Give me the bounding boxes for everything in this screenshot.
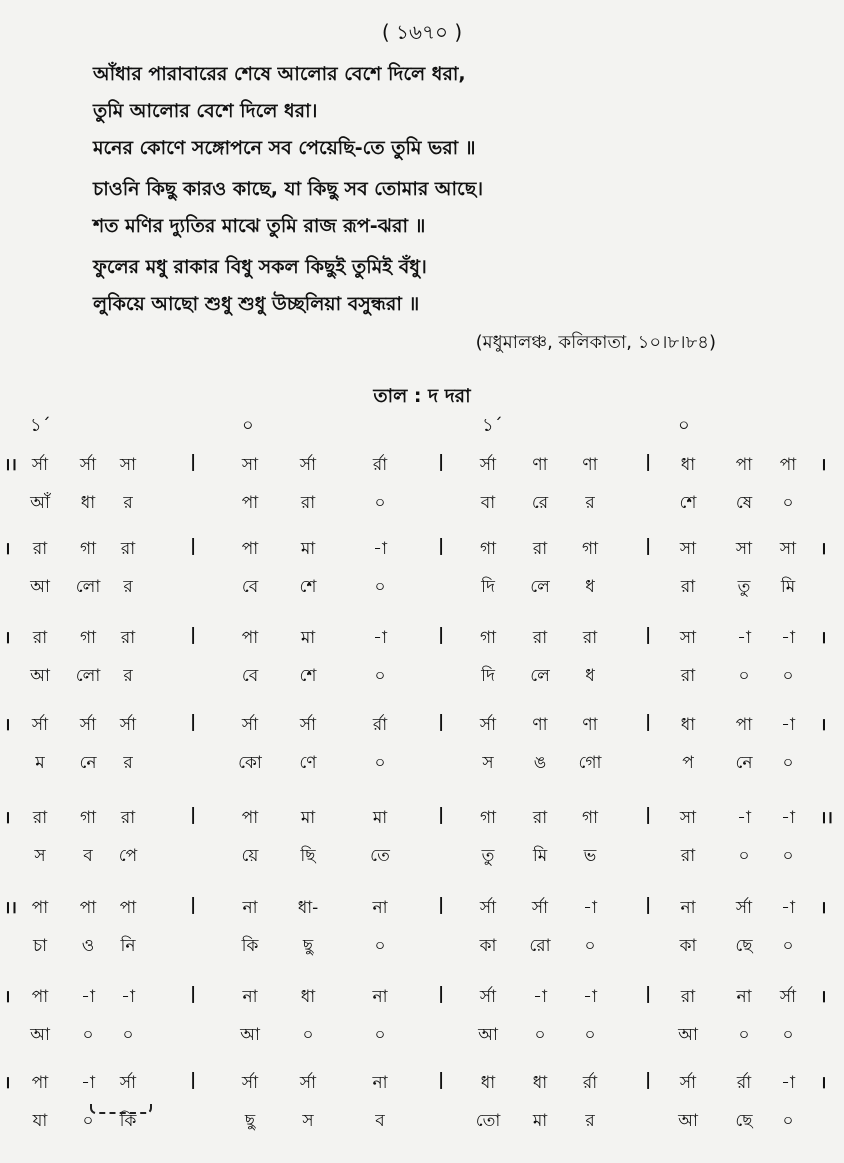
swara-note: র্রা — [372, 715, 388, 735]
page-number: ( ১৬৭০ ) — [381, 20, 463, 44]
swara-note: -া — [781, 715, 795, 735]
swara-note: পা — [735, 455, 753, 475]
swara-note: না — [372, 987, 388, 1007]
swara-note: র্সা — [735, 898, 753, 918]
lyric-syllable: লে — [530, 577, 550, 597]
swara-note: গা — [479, 539, 497, 559]
swara-note: পা — [79, 898, 97, 918]
swara-note: রা — [32, 539, 48, 559]
lyric-syllable: ধ — [585, 666, 595, 686]
swara-note: -া — [583, 898, 597, 918]
barline: | — [645, 805, 652, 825]
barline: । — [4, 715, 11, 735]
lyric-syllable-row — [0, 574, 844, 602]
barline: | — [438, 895, 445, 915]
lyric-syllable-row — [0, 750, 844, 778]
swara-note: র্সা — [479, 715, 497, 735]
lyric-syllable: আ — [678, 1111, 698, 1131]
lyric-syllable: মি — [780, 577, 796, 597]
barline: | — [438, 1070, 445, 1090]
lyric-syllable: আ — [478, 1025, 498, 1045]
lyric-syllable: কা — [679, 936, 697, 956]
lyric-syllable: রা — [300, 493, 316, 513]
barline: ।। — [4, 898, 17, 918]
swara-note: সা — [679, 628, 697, 648]
lyric-syllable: ০ — [374, 1025, 386, 1045]
swara-note: ধা — [680, 715, 696, 735]
swara-note: রা — [532, 539, 548, 559]
barline: ।। — [4, 455, 17, 475]
lyric-syllable-row — [0, 933, 844, 961]
lyric-syllable: র — [123, 577, 133, 597]
barline: । — [820, 715, 827, 735]
swara-note: না — [242, 987, 258, 1007]
swara-note: ধা — [680, 455, 696, 475]
lyric-syllable: শে — [679, 493, 697, 513]
lyric-syllable: ছি — [300, 846, 316, 866]
swara-note: র্সা — [779, 987, 797, 1007]
barline: | — [190, 536, 197, 556]
lyric-syllable: নে — [735, 753, 753, 773]
swara-note: গা — [79, 808, 97, 828]
lyric-syllable: নে — [79, 753, 97, 773]
lyric-syllable: ০ — [738, 666, 750, 686]
swara-row — [0, 805, 844, 833]
swara-note: সা — [679, 539, 697, 559]
lyric-line: চাওনি কিছু কারও কাছে, যা কিছু সব তোমার আছে। — [93, 178, 484, 200]
barline: । — [820, 455, 827, 475]
lyric-syllable: র — [123, 666, 133, 686]
lyric-syllable: ব — [375, 1111, 385, 1131]
lyric-syllable: ০ — [584, 936, 596, 956]
swara-note: র্রা — [736, 1073, 752, 1093]
barline: | — [438, 452, 445, 472]
swara-note: সা — [679, 808, 697, 828]
lyric-syllable: গো — [578, 753, 602, 773]
swara-note: র্সা — [119, 1073, 137, 1093]
swara-note: -া — [81, 987, 95, 1007]
lyric-syllable: ছে — [735, 1111, 753, 1131]
swara-note: না — [242, 898, 258, 918]
lyric-syllable: র — [585, 1111, 595, 1131]
lyric-syllable: ০ — [738, 1025, 750, 1045]
swara-note: পা — [735, 715, 753, 735]
lyric-syllable: আ — [30, 577, 50, 597]
source-citation: (মধুমালঞ্চ, কলিকাতা, ১০।৮।৮৪) — [475, 332, 716, 353]
lyric-syllable: আঁ — [30, 493, 50, 513]
swara-note: পা — [31, 1073, 49, 1093]
swara-note: না — [680, 898, 696, 918]
lyric-syllable: শে — [299, 666, 317, 686]
swara-note: -া — [737, 808, 751, 828]
swara-note: মা — [300, 628, 316, 648]
swara-note: র্সা — [531, 898, 549, 918]
lyric-syllable: র — [585, 493, 595, 513]
barline: | — [190, 625, 197, 645]
lyric-syllable: ষে — [735, 493, 753, 513]
barline: | — [645, 452, 652, 472]
swara-note: রা — [582, 628, 598, 648]
barline: । — [4, 628, 11, 648]
lyric-syllable: ০ — [584, 1025, 596, 1045]
barline: | — [190, 805, 197, 825]
meend-slur — [90, 1104, 152, 1114]
lyric-syllable: দি — [481, 577, 495, 597]
swara-note: -া — [121, 987, 135, 1007]
swara-note: পা — [241, 539, 259, 559]
lyric-syllable: নি — [120, 936, 136, 956]
swara-note: পা — [241, 808, 259, 828]
swara-note: ণা — [582, 455, 598, 475]
lyric-syllable: ০ — [782, 936, 794, 956]
lyric-syllable: ০ — [82, 1025, 94, 1045]
lyric-line: মনের কোণে সঙ্গোপনে সব পেয়েছি-তে তুমি ভরা ॥ — [93, 137, 476, 159]
swara-note: র্সা — [479, 455, 497, 475]
lyric-syllable: ব — [83, 846, 93, 866]
swara-note: -া — [81, 1073, 95, 1093]
barline: । — [4, 539, 11, 559]
swara-note: -া — [583, 987, 597, 1007]
lyric-syllable-row — [0, 490, 844, 518]
barline: | — [645, 984, 652, 1004]
barline: | — [438, 536, 445, 556]
swara-row — [0, 536, 844, 564]
swara-note: মা — [372, 808, 388, 828]
lyric-syllable: পা — [241, 493, 259, 513]
swara-note: পা — [31, 987, 49, 1007]
swara-note: -া — [781, 628, 795, 648]
swara-note: সা — [241, 455, 259, 475]
swara-note: ণা — [532, 455, 548, 475]
lyric-syllable: ছে — [735, 936, 753, 956]
barline: | — [645, 712, 652, 732]
lyric-syllable: ম — [35, 753, 45, 773]
lyric-syllable: আ — [240, 1025, 260, 1045]
lyric-syllable: স — [482, 753, 494, 773]
swara-note: র্সা — [479, 987, 497, 1007]
swara-note: পা — [119, 898, 137, 918]
beat-mark: ১´ — [482, 415, 503, 436]
swara-note: র্সা — [241, 1073, 259, 1093]
swara-note: -া — [737, 628, 751, 648]
lyric-syllable: কি — [241, 936, 259, 956]
lyric-syllable: ধ — [585, 577, 595, 597]
barline: | — [645, 1070, 652, 1090]
swara-note: রা — [120, 628, 136, 648]
swara-note: রা — [32, 808, 48, 828]
swara-note: -া — [781, 1073, 795, 1093]
lyric-syllable: ও — [81, 936, 95, 956]
lyric-syllable: ০ — [782, 666, 794, 686]
swara-note: পা — [779, 455, 797, 475]
barline: । — [820, 628, 827, 648]
lyric-syllable: পে — [118, 846, 138, 866]
lyric-syllable: রা — [680, 577, 696, 597]
lyric-syllable: যা — [32, 1111, 48, 1131]
lyric-syllable: বা — [480, 493, 496, 513]
lyric-syllable: দি — [481, 666, 495, 686]
swara-note: র্সা — [31, 715, 49, 735]
lyric-line: লুকিয়ে আছো শুধু শুধু উচ্ছলিয়া বসুন্ধরা ॥ — [93, 293, 420, 315]
lyric-syllable: বে — [241, 666, 259, 686]
lyric-syllable: মি — [532, 846, 548, 866]
lyric-syllable: তো — [475, 1111, 501, 1131]
lyric-syllable: ভ — [583, 846, 597, 866]
barline: । — [820, 1073, 827, 1093]
barline: | — [438, 984, 445, 1004]
lyric-syllable: বে — [241, 577, 259, 597]
swara-note: র্সা — [299, 715, 317, 735]
swara-note: গা — [79, 539, 97, 559]
swara-row — [0, 712, 844, 740]
swara-note: রা — [32, 628, 48, 648]
lyric-syllable: লে — [530, 666, 550, 686]
lyric-line: আঁধার পারাবারের শেষে আলোর বেশে দিলে ধরা, — [93, 63, 466, 85]
barline: | — [190, 712, 197, 732]
lyric-syllable: ০ — [374, 753, 386, 773]
lyric-syllable: চা — [32, 936, 48, 956]
swara-note: রা — [532, 808, 548, 828]
lyric-syllable: তু — [737, 577, 751, 597]
lyric-syllable: লো — [75, 666, 101, 686]
swara-note: -া — [781, 898, 795, 918]
swara-note: র্সা — [299, 455, 317, 475]
lyric-syllable: স — [34, 846, 46, 866]
swara-note: গা — [479, 628, 497, 648]
lyric-syllable: রো — [529, 936, 551, 956]
lyric-syllable: ঙ — [533, 753, 547, 773]
swara-note: সা — [735, 539, 753, 559]
barline: | — [438, 712, 445, 732]
swara-note: না — [372, 898, 388, 918]
swara-note: ণা — [532, 715, 548, 735]
lyric-syllable: স — [302, 1111, 314, 1131]
barline: । — [820, 898, 827, 918]
swara-note: ধা- — [297, 898, 319, 918]
lyric-syllable: রা — [680, 846, 696, 866]
lyric-syllable: ০ — [782, 753, 794, 773]
swara-note: -া — [781, 808, 795, 828]
lyric-syllable: আ — [678, 1025, 698, 1045]
lyric-syllable: র — [123, 493, 133, 513]
lyric-syllable: ০ — [782, 846, 794, 866]
beat-mark: ১´ — [30, 415, 51, 436]
song-lyrics — [93, 56, 793, 323]
swara-note: রা — [120, 539, 136, 559]
swara-note: সা — [119, 455, 137, 475]
swara-note: ধা — [532, 1073, 548, 1093]
swara-row — [0, 1070, 844, 1098]
lyric-syllable: ০ — [374, 577, 386, 597]
swara-note: গা — [79, 628, 97, 648]
lyric-syllable-row — [0, 663, 844, 691]
swara-note: না — [736, 987, 752, 1007]
barline: । — [4, 808, 11, 828]
lyric-syllable: শে — [299, 577, 317, 597]
swara-note: র্সা — [299, 1073, 317, 1093]
beat-mark: ০ — [242, 415, 254, 436]
barline: | — [190, 984, 197, 1004]
swara-note: পা — [31, 898, 49, 918]
barline: | — [190, 452, 197, 472]
swara-note: ণা — [582, 715, 598, 735]
swara-note: র্সা — [31, 455, 49, 475]
lyric-syllable: ধা — [80, 493, 96, 513]
lyric-syllable: ০ — [122, 1025, 134, 1045]
swara-note: ধা — [480, 1073, 496, 1093]
swara-note: -া — [373, 628, 387, 648]
lyric-syllable: কো — [238, 753, 262, 773]
swara-note: র্রা — [582, 1073, 598, 1093]
lyric-syllable: য়ে — [241, 846, 259, 866]
beat-marks — [0, 411, 844, 441]
swara-note: গা — [479, 808, 497, 828]
barline: | — [190, 895, 197, 915]
swara-row — [0, 895, 844, 923]
lyric-syllable: ০ — [738, 846, 750, 866]
swara-note: -া — [533, 987, 547, 1007]
barline: । — [4, 1073, 11, 1093]
barline: । — [820, 539, 827, 559]
lyric-syllable: ০ — [374, 493, 386, 513]
swara-note: মা — [300, 539, 316, 559]
beat-mark: ০ — [678, 415, 690, 436]
lyric-syllable: র — [123, 753, 133, 773]
lyric-line: শত মণির দ্যুতির মাঝে তুমি রাজ রূপ-ঝরা ॥ — [93, 215, 426, 237]
swara-note: র্সা — [241, 715, 259, 735]
swara-note: -া — [373, 539, 387, 559]
barline: । — [820, 987, 827, 1007]
swara-note: পা — [241, 628, 259, 648]
barline: | — [645, 895, 652, 915]
lyric-syllable: ০ — [82, 1111, 94, 1131]
barline: | — [645, 536, 652, 556]
lyric-syllable: ০ — [374, 666, 386, 686]
swara-note: মা — [300, 808, 316, 828]
lyric-syllable-row — [0, 1022, 844, 1050]
lyric-syllable: প — [682, 753, 694, 773]
lyric-syllable-row — [0, 843, 844, 871]
lyric-syllable: ০ — [782, 1025, 794, 1045]
lyric-line: তুমি আলোর বেশে দিলে ধরা। — [93, 100, 318, 122]
lyric-syllable: আ — [30, 1025, 50, 1045]
swara-note: রা — [532, 628, 548, 648]
barline: | — [190, 1070, 197, 1090]
swara-note: রা — [120, 808, 136, 828]
lyric-syllable: আ — [30, 666, 50, 686]
lyric-syllable: রে — [531, 493, 549, 513]
swara-note: ধা — [300, 987, 316, 1007]
lyric-syllable: কা — [479, 936, 497, 956]
lyric-syllable: ০ — [374, 936, 386, 956]
barline: | — [438, 805, 445, 825]
lyric-syllable: রা — [680, 666, 696, 686]
lyric-syllable: তু — [481, 846, 495, 866]
swara-note: সা — [779, 539, 797, 559]
lyric-syllable: কি — [119, 1111, 137, 1131]
lyric-syllable: ০ — [534, 1025, 546, 1045]
swara-row — [0, 984, 844, 1012]
lyric-line: ফুলের মধু রাকার বিধু সকল কিছুই তুমিই বঁধু। — [93, 256, 427, 278]
swara-note: র্সা — [79, 455, 97, 475]
lyric-syllable: ণে — [299, 753, 317, 773]
barline: | — [438, 625, 445, 645]
lyric-syllable: ০ — [782, 1111, 794, 1131]
swara-note: র্সা — [119, 715, 137, 735]
swara-note: র্সা — [479, 898, 497, 918]
swara-row — [0, 625, 844, 653]
lyric-syllable: ০ — [782, 493, 794, 513]
swara-note: র্সা — [679, 1073, 697, 1093]
lyric-syllable: ছু — [244, 1111, 256, 1131]
lyric-syllable: মা — [532, 1111, 548, 1131]
swara-note: না — [372, 1073, 388, 1093]
swara-note: গা — [581, 539, 599, 559]
tala-heading: তাল : দ দরা — [373, 385, 471, 407]
swara-note: রা — [680, 987, 696, 1007]
lyric-syllable: লো — [75, 577, 101, 597]
barline: | — [645, 625, 652, 645]
barline: । — [4, 987, 11, 1007]
swara-note: গা — [581, 808, 599, 828]
lyric-syllable: তে — [370, 846, 390, 866]
lyric-syllable: ছু — [302, 936, 314, 956]
swara-row — [0, 452, 844, 480]
swara-note: র্সা — [79, 715, 97, 735]
swara-note: র্রা — [372, 455, 388, 475]
lyric-syllable: ০ — [302, 1025, 314, 1045]
barline: ।। — [820, 808, 833, 828]
